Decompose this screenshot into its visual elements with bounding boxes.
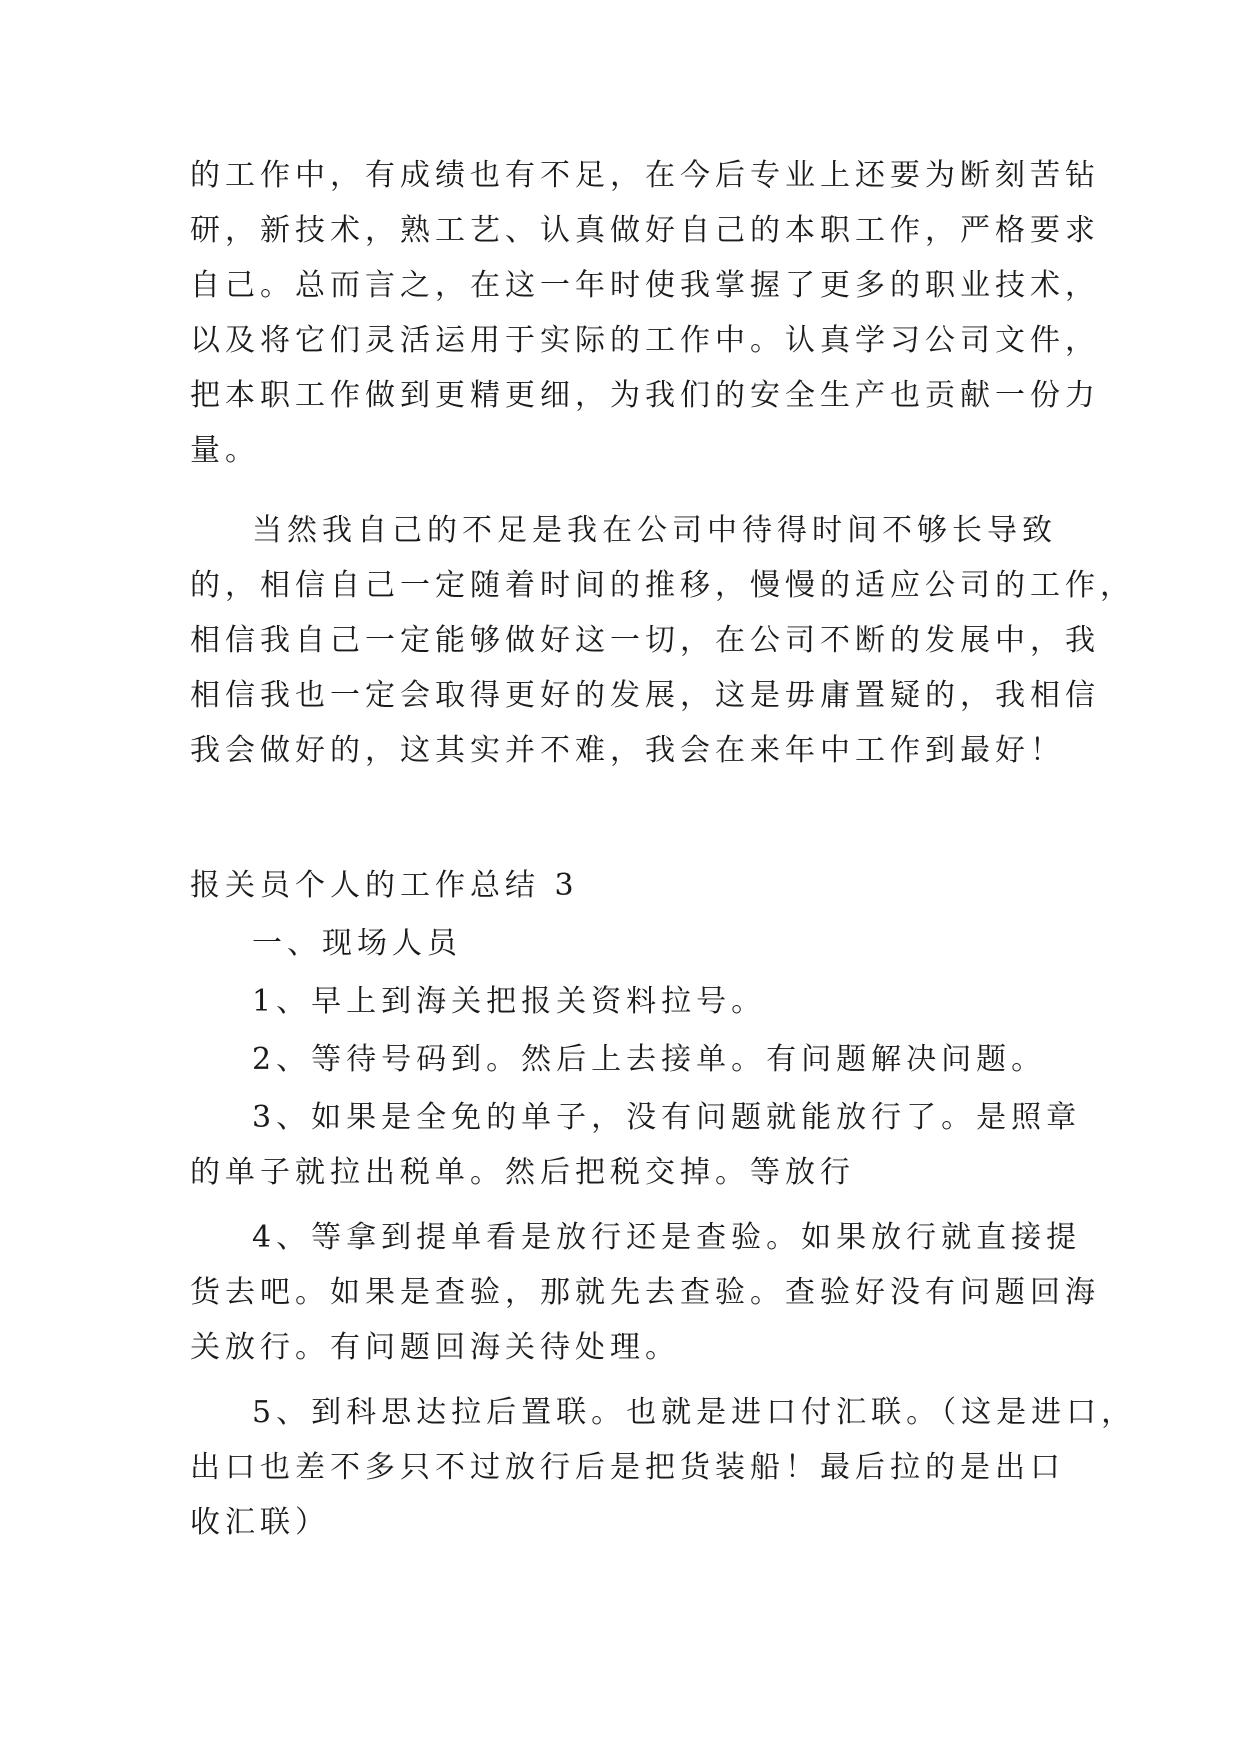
section-heading: 报关员个人的工作总结 3 — [190, 868, 579, 903]
paragraph-1-line-5: 把本职工作做到更精更细，为我们的安全生产也贡献一份力 — [190, 378, 1100, 413]
paragraph-1-line-4: 以及将它们灵活运用于实际的工作中。认真学习公司文件， — [190, 323, 1100, 358]
list-item-5-line-2: 出口也差不多只不过放行后是把货装船！最后拉的是出口 — [190, 1450, 1065, 1485]
paragraph-1-line-2: 研，新技术，熟工艺、认真做好自己的本职工作，严格要求 — [190, 213, 1100, 248]
paragraph-2-line-1: 当然我自己的不足是我在公司中待得时间不够长导致 — [252, 513, 1057, 548]
subheading: 一、现场人员 — [252, 926, 462, 961]
paragraph-2-line-2: 的，相信自己一定随着时间的推移，慢慢的适应公司的工作， — [190, 568, 1135, 603]
list-item-3-line-2: 的单子就拉出税单。然后把税交掉。等放行 — [190, 1155, 855, 1190]
paragraph-1-line-3: 自己。总而言之，在这一年时使我掌握了更多的职业技术， — [190, 268, 1100, 303]
paragraph-2-line-4: 相信我也一定会取得更好的发展，这是毋庸置疑的，我相信 — [190, 678, 1100, 713]
list-item-1: 1、早上到海关把报关资料拉号。 — [252, 984, 767, 1019]
list-item-5-line-3: 收汇联） — [190, 1505, 330, 1540]
list-item-2: 2、等待号码到。然后上去接单。有问题解决问题。 — [252, 1042, 1047, 1077]
paragraph-1-line-6: 量。 — [190, 433, 260, 468]
list-item-3-line-1: 3、如果是全免的单子，没有问题就能放行了。是照章 — [252, 1100, 1082, 1135]
paragraph-2-line-3: 相信我自己一定能够做好这一切，在公司不断的发展中，我 — [190, 623, 1100, 658]
paragraph-1-line-1: 的工作中，有成绩也有不足，在今后专业上还要为断刻苦钻 — [190, 158, 1100, 193]
list-item-4-line-1: 4、等拿到提单看是放行还是查验。如果放行就直接提 — [252, 1220, 1082, 1255]
list-item-4-line-2: 货去吧。如果是查验，那就先去查验。查验好没有问题回海 — [190, 1275, 1100, 1310]
list-item-5-line-1: 5、到科思达拉后置联。也就是进口付汇联。（这是进口， — [252, 1395, 1137, 1430]
list-item-4-line-3: 关放行。有问题回海关待处理。 — [190, 1330, 680, 1365]
paragraph-2-line-5: 我会做好的，这其实并不难，我会在来年中工作到最好！ — [190, 733, 1065, 768]
